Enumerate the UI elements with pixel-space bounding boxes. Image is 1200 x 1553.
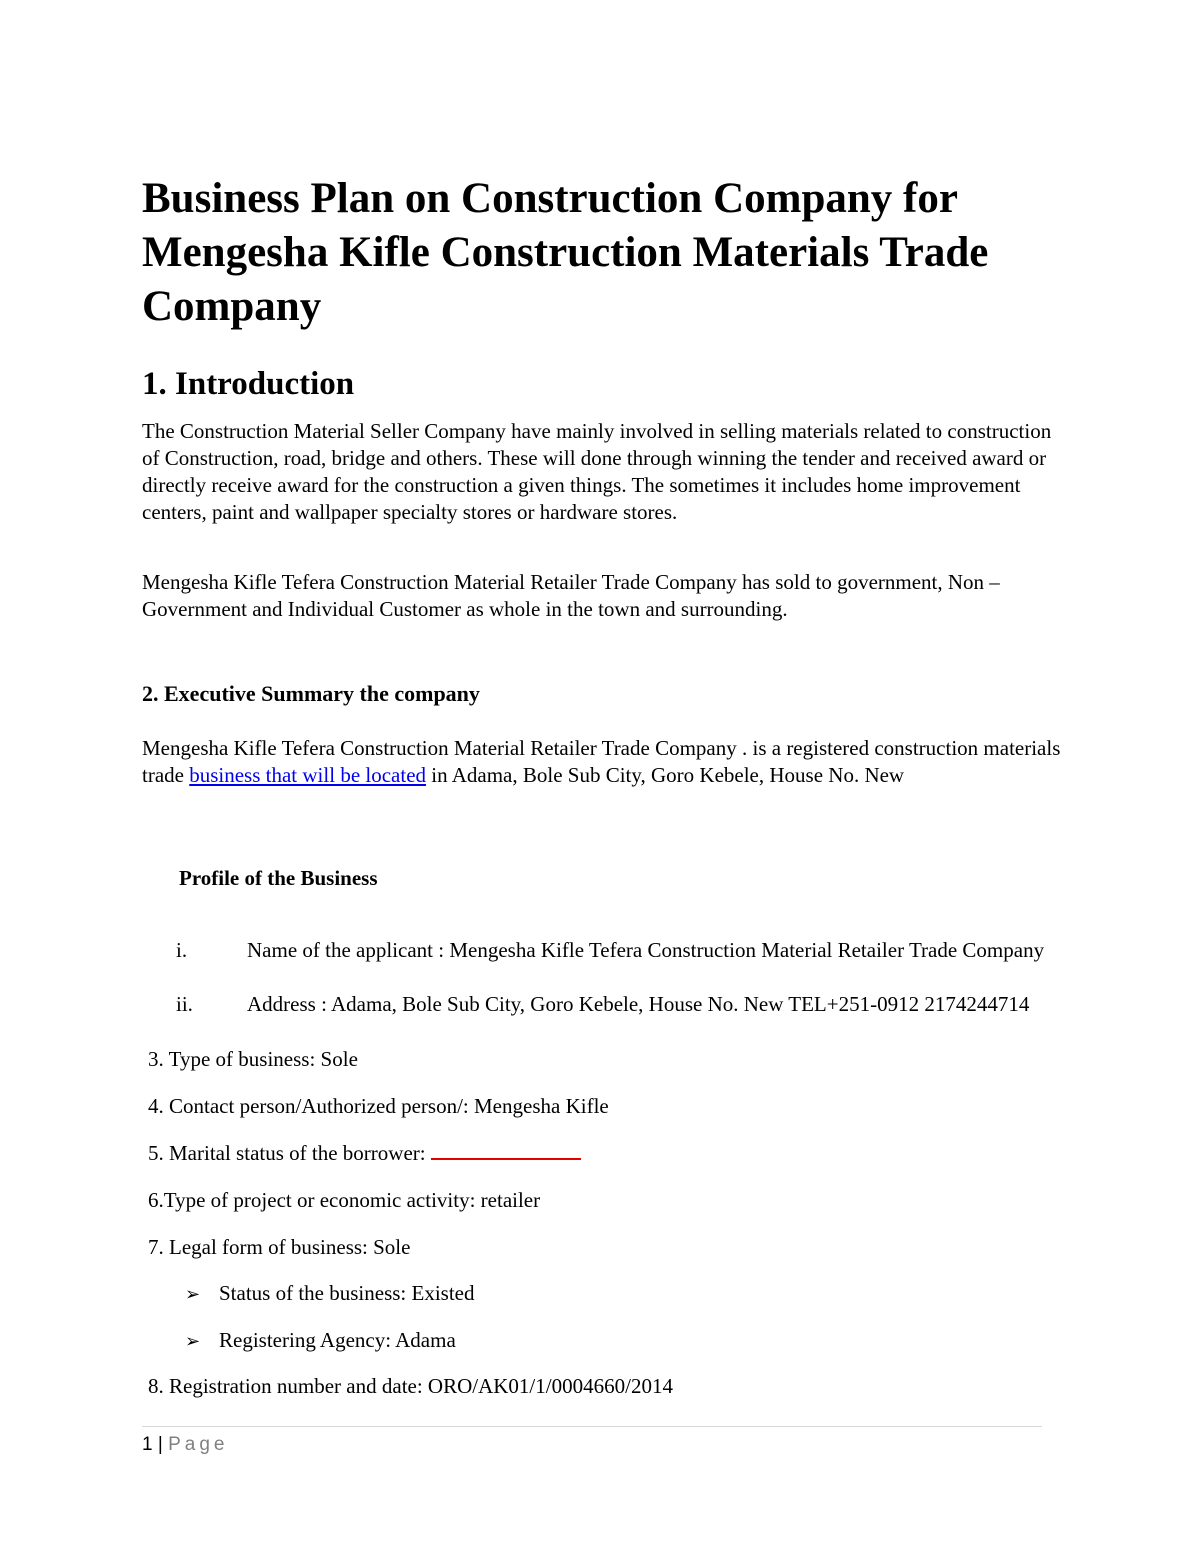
introduction-heading: 1. Introduction bbox=[142, 366, 355, 402]
list-marker: ii. bbox=[176, 992, 193, 1016]
arrow-bullet-icon: ➢ bbox=[185, 1331, 201, 1352]
arrow-bullet-icon: ➢ bbox=[185, 1284, 201, 1305]
marital-status bbox=[148, 1139, 581, 1167]
list-marker: i. bbox=[176, 938, 188, 962]
document-title: Business Plan on Construction Company for Mengesha Kifle Construction Materials Trade Company bbox=[142, 175, 989, 330]
marital-status-label: 5. Marital status of the borrower: bbox=[148, 1141, 431, 1165]
contact-person: 4. Contact person/Authorized person/: Mengesha Kifle bbox=[148, 1094, 609, 1118]
bullet-text: Status of the business: Existed bbox=[219, 1281, 475, 1305]
list-item-text: Name of the applicant : Mengesha Kifle Tefera Construction Material Retailer Trade Company bbox=[247, 938, 1045, 962]
executive-summary-text-after: in Adama, Bole Sub City, Goro Kebele, House No. New bbox=[426, 763, 905, 787]
introduction-paragraph-2: Mengesha Kifle Tefera Construction Material Retailer Trade Company has sold to government, Non –Government and Individual Customer as whole in the town and surrounding. bbox=[142, 570, 1000, 621]
project-type: 6.Type of project or economic activity: retailer bbox=[148, 1188, 541, 1212]
page-footer bbox=[142, 1432, 228, 1458]
page-number: 1 bbox=[142, 1434, 153, 1455]
executive-summary-text-before: Mengesha Kifle Tefera Construction Material Retailer Trade Company . is a registered construction materials trade bbox=[142, 736, 1061, 787]
executive-summary-heading: 2. Executive Summary the company bbox=[142, 681, 480, 706]
footer-separator: | bbox=[152, 1434, 169, 1455]
executive-summary-paragraph bbox=[142, 735, 1072, 789]
legal-form: 7. Legal form of business: Sole bbox=[148, 1235, 411, 1259]
profile-heading: Profile of the Business bbox=[179, 866, 378, 890]
bullet-registering-agency bbox=[185, 1326, 456, 1356]
business-location-link[interactable]: business that will be located bbox=[189, 763, 427, 787]
registration-number: 8. Registration number and date: ORO/AK01/1/0004660/2014 bbox=[148, 1374, 673, 1398]
bullet-status bbox=[185, 1279, 475, 1309]
list-item-text: Address : Adama, Bole Sub City, Goro Kebele, House No. New TEL+251-0912 2174244714 bbox=[247, 992, 1030, 1016]
marital-status-blank-line bbox=[431, 1140, 581, 1160]
bullet-text: Registering Agency: Adama bbox=[219, 1328, 456, 1352]
type-of-business: 3. Type of business: Sole bbox=[148, 1047, 358, 1071]
footer-divider bbox=[142, 1426, 1042, 1427]
page-label: Page bbox=[168, 1434, 229, 1455]
introduction-paragraph-1: The Construction Material Seller Company have mainly involved in selling materials related to construction of Construction, road, bridge and others. These will done through winning the tender and received award or directly receive award for the construction a given things. The sometimes it includes home improvement centers, paint and wallpaper specialty stores or hardware stores. bbox=[142, 419, 1052, 524]
